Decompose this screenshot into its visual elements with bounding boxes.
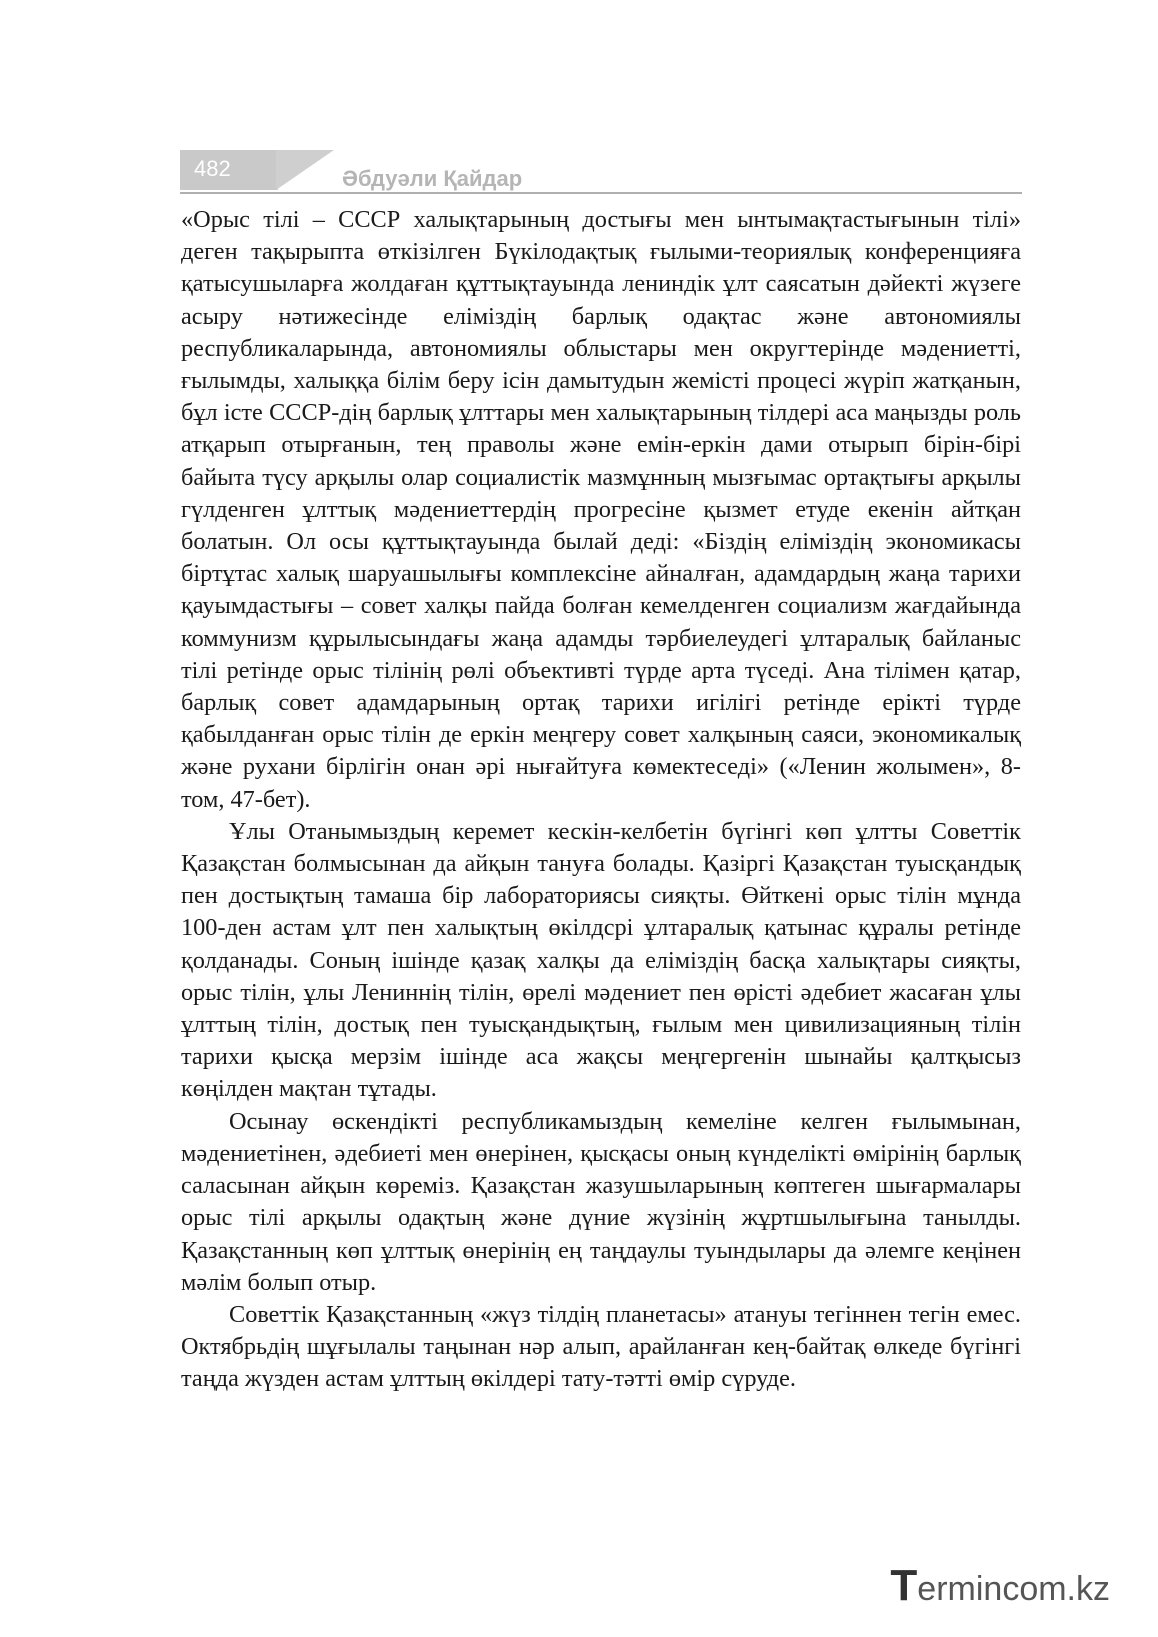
watermark-text: ermincom.kz — [917, 1570, 1110, 1608]
header-rule — [180, 192, 1022, 194]
body-text — [181, 204, 1021, 1396]
page-header — [180, 150, 1022, 196]
paragraph: Советтік Қазақстанның «жүз тілдің планетасы» атануы тегіннен тегін емес. Октябрьдің шұғылалы таңынан нәр алып, арайланған кең-байтақ өлкеде бүгінгі таңда жүзден астам ұлттың өкілдері тату-тәтті өмір сүруде. — [181, 1300, 1021, 1393]
paragraph: Осынау өскендікті республикамыздың кемеліне келген ғылымынан, мәдениетінен, әдебиеті мен өнерінен, қысқасы оның күнделікті өмірінің барлық саласынан айқын көреміз. Қазақстан жазушыларының көптеген шығармалары орыс тілі арқылы одақтың және дүние жүзінің жұртшылығына танылды. Қазақстанның көп ұлттық өнерінің ең таңдаулы туындылары да әлемге кеңінен мәлім болып отыр. — [181, 1107, 1021, 1296]
running-head-author: Әбдуәли Қайдар — [342, 166, 523, 191]
page-number-box — [180, 150, 278, 190]
site-watermark — [890, 1561, 1110, 1611]
page-number: 482 — [194, 156, 231, 181]
paragraph: Ұлы Отанымыздың керемет кескін-келбетін бүгінгі көп ұлтты Советтік Қазақстан болмысынан да айқын тануға болады. Қазіргі Қазақстан туысқандық пен достықтың тамаша бір лабораториясы сияқты. Өйткені орыс тілін мұнда 100-ден астам ұлт пен халықтың өкілдсрі ұлтаралық қатынас құралы ретінде қолданады. Соның ішінде қазақ халқы да еліміздің басқа халықтары сияқты, орыс тілін, ұлы Лениннің тілін, өрелі мәдениет пен өрісті әдебиет жасаған ұлы ұлттың тілін, достық пен туысқандықтың, ғылым мен цивилизацияның тілін тарихи қысқа мерзім ішінде аса жақсы меңгергенін шынайы қалтқысыз көңілден мақтан тұтады. — [181, 817, 1021, 1103]
header-wedge-decoration — [276, 150, 334, 190]
paragraph: «Орыс тілі – СССР халықтарының достығы мен ынтымақтастығынын тілі» деген тақырыпта өткізілген Бүкілодақтық ғылыми-теориялық конференцияға қатысушыларға жолдаған құттықтауында лениндік ұлт саясатын дәйекті жүзеге асыру нәтижесінде еліміздің барлық одақтас және автономиялы республикаларында, автономиялы облыстары мен округтерінде мәдениетті, ғылымды, халыққа білім беру ісін дамытудын жемісті процесі жүріп жатқанын, бұл істе СССР-дің барлық ұлттары мен халықтарының тілдері аса маңызды роль атқарып отырғанын, тең праволы және емін-еркін дами отырып бірін-бірі байыта түсу арқылы олар социалистік мазмұнның мызғымас ортақтығы арқылы гүлденген ұлттық мәдениеттердің прогресіне қызмет етуде екенін айтқан болатын. Ол осы құттықтауында былай деді: «Біздің еліміздің экономикасы біртұтас халық шаруашылығы комплексіне айналған, адамдардың жаңа тарихи қауымдастығы – совет халқы пайда болған кемелденген социализм жағдайында коммунизм құрылысындағы жаңа адамды тәрбиелеудегі ұлтаралық байланыс тілі ретінде орыс тілінің рөлі объективті түрде арта түседі. Ана тілімен қатар, барлық совет адамдарының ортақ тарихи игілігі ретінде ерікті түрде қабылданған орыс тілін де еркін меңгеру совет халқының саяси, экономикалық және рухани бірлігін онан әрі нығайтуға көмектеседі» («Ленин жолымен», 8-том, 47-бет). — [181, 206, 1021, 813]
watermark-initial: T — [890, 1561, 918, 1610]
